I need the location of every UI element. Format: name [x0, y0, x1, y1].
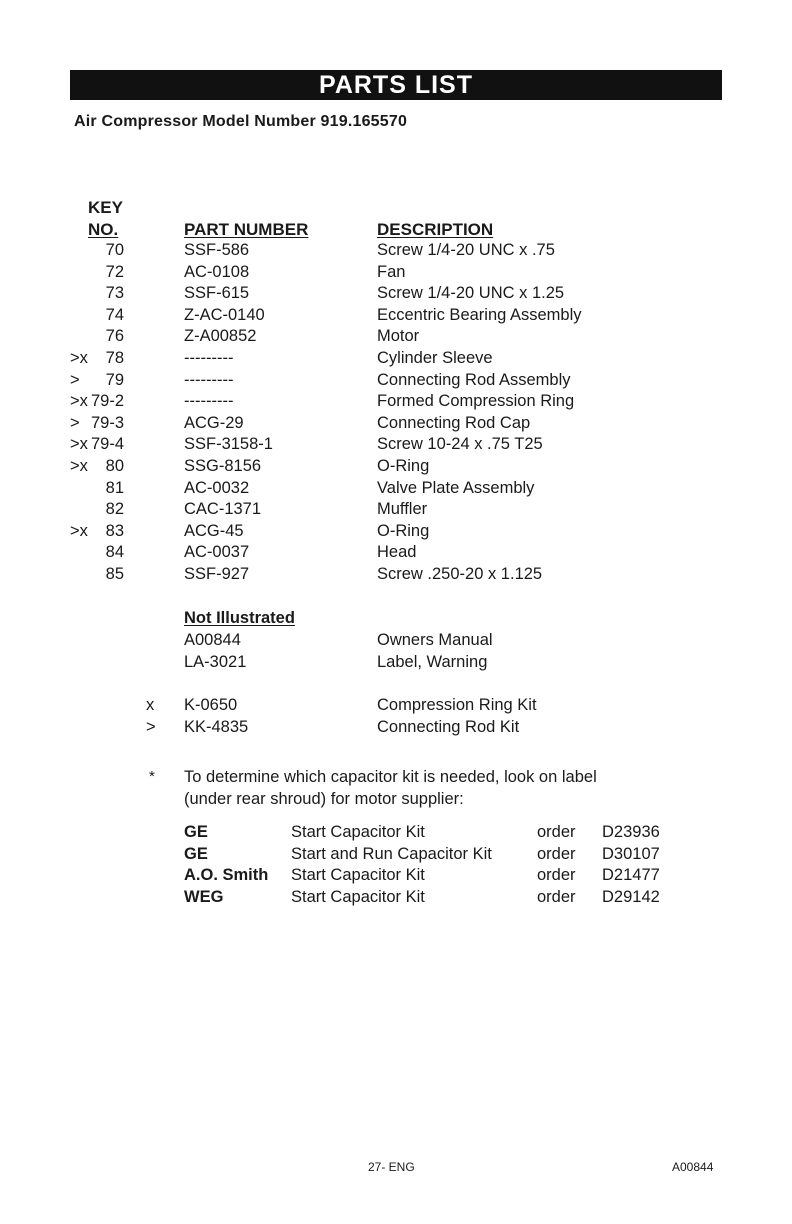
motor-supplier: GE [184, 823, 208, 841]
table-row [0, 434, 792, 456]
order-part-number: D29142 [602, 887, 660, 906]
part-description: Connecting Rod Cap [377, 413, 531, 432]
part-number-header: PART NUMBER [184, 220, 309, 239]
table-row [0, 305, 792, 327]
table-row [0, 283, 792, 305]
part-description: Compression Ring Kit [377, 696, 537, 714]
parts-list-banner: PARTS LIST [70, 70, 722, 100]
order-part-number: D21477 [602, 866, 660, 885]
table-row [0, 456, 792, 478]
motor-supplier: WEG [184, 887, 224, 906]
part-number: K-0650 [184, 696, 238, 714]
part-number: AC-0032 [184, 478, 250, 497]
capacitor-kit: Start Capacitor Kit [291, 866, 425, 885]
table-row [0, 865, 792, 887]
key-prefix: >x [70, 392, 88, 411]
part-description: O-Ring [377, 456, 430, 475]
part-description: Owners Manual [377, 631, 493, 649]
table-row [0, 478, 792, 500]
key-number: 82 [105, 500, 124, 519]
part-description: Formed Compression Ring [377, 392, 575, 411]
table-row [0, 844, 792, 866]
order-label: order [537, 887, 576, 906]
part-description: Screw .250-20 x 1.125 [377, 564, 543, 583]
table-row [0, 542, 792, 564]
key-prefix: > [70, 413, 80, 432]
table-row [0, 499, 792, 521]
capacitor-kit: Start and Run Capacitor Kit [291, 844, 492, 863]
table-row [0, 887, 792, 909]
part-number: A00844 [184, 631, 241, 649]
key-prefix: >x [70, 521, 88, 540]
key-prefix: >x [70, 348, 88, 367]
part-number: ACG-29 [184, 413, 244, 432]
table-row [0, 370, 792, 392]
list-item [0, 695, 792, 717]
part-description: Screw 10-24 x .75 T25 [377, 435, 543, 454]
part-number: AC-0037 [184, 543, 250, 562]
part-number: KK-4835 [184, 717, 249, 736]
table-row [0, 413, 792, 435]
not-illustrated-list [0, 630, 792, 673]
key-number: 74 [105, 305, 124, 324]
kit-symbol: > [146, 717, 156, 736]
note-line: To determine which capacitor kit is needed, look on label [184, 768, 597, 786]
part-number: --------- [184, 370, 234, 389]
motor-supplier: A.O. Smith [184, 866, 269, 885]
part-number: Z-AC-0140 [184, 305, 265, 324]
part-description: Motor [377, 327, 420, 346]
key-prefix: >x [70, 456, 88, 475]
order-label: order [537, 823, 576, 841]
part-number: AC-0108 [184, 262, 250, 281]
capacitor-table [0, 822, 792, 908]
part-description: Eccentric Bearing Assembly [377, 305, 582, 324]
description-header: DESCRIPTION [377, 220, 494, 239]
key-number: 80 [105, 456, 124, 475]
part-description: Fan [377, 262, 406, 281]
key-number: 79-3 [90, 413, 124, 432]
part-number: --------- [184, 348, 234, 367]
part-number: SSG-8156 [184, 456, 262, 475]
key-number: 72 [105, 262, 124, 281]
key-prefix: >x [70, 435, 88, 454]
part-number: SSF-615 [184, 284, 250, 303]
table-row [0, 262, 792, 284]
key-number: 78 [105, 348, 124, 367]
key-header-line1: KEY [88, 198, 123, 217]
part-description: Connecting Rod Assembly [377, 370, 571, 389]
table-row [0, 521, 792, 543]
table-row [0, 564, 792, 586]
key-number: 83 [105, 521, 124, 540]
part-description: Muffler [377, 500, 428, 519]
capacitor-note [184, 766, 684, 810]
key-header-line2: NO. [88, 220, 119, 239]
key-number: 76 [105, 327, 124, 346]
order-label: order [537, 866, 576, 885]
part-description: Screw 1/4-20 UNC x 1.25 [377, 284, 565, 303]
document-code: A00844 [672, 1160, 714, 1174]
part-number: CAC-1371 [184, 500, 262, 519]
key-number: 84 [105, 543, 124, 562]
kit-symbol: x [146, 696, 155, 714]
part-description: Label, Warning [377, 652, 488, 671]
kit-list [0, 695, 792, 738]
table-row [0, 348, 792, 370]
capacitor-kit: Start Capacitor Kit [291, 887, 425, 906]
table-row [0, 822, 792, 844]
part-description: Screw 1/4-20 UNC x .75 [377, 241, 555, 259]
part-description: Cylinder Sleeve [377, 348, 493, 367]
key-number: 70 [105, 241, 124, 259]
part-number: ACG-45 [184, 521, 244, 540]
part-number: SSF-927 [184, 564, 250, 583]
table-row [0, 240, 792, 262]
order-part-number: D30107 [602, 844, 660, 863]
key-prefix: > [70, 370, 80, 389]
capacitor-kit: Start Capacitor Kit [291, 823, 425, 841]
list-item [0, 717, 792, 739]
model-number-subtitle: Air Compressor Model Number 919.165570 [74, 113, 408, 130]
part-description: Connecting Rod Kit [377, 717, 520, 736]
table-row [0, 391, 792, 413]
part-number: LA-3021 [184, 652, 247, 671]
order-label: order [537, 844, 576, 863]
key-number: 79-2 [90, 392, 124, 411]
not-illustrated-heading: Not Illustrated [184, 609, 295, 627]
key-number: 85 [105, 564, 124, 583]
part-description: Head [377, 543, 417, 562]
part-number: SSF-3158-1 [184, 435, 273, 454]
note-asterisk: * [149, 768, 155, 785]
note-line: (under rear shroud) for motor supplier: [184, 790, 464, 808]
key-number: 73 [105, 284, 124, 303]
part-number: Z-A00852 [184, 327, 257, 346]
key-number: 79 [105, 370, 124, 389]
key-number: 79-4 [90, 435, 124, 454]
part-number: --------- [184, 392, 234, 411]
order-part-number: D23936 [602, 823, 660, 841]
part-description: O-Ring [377, 521, 430, 540]
table-row [0, 326, 792, 348]
page-number: 27- ENG [368, 1160, 415, 1174]
part-number: SSF-586 [184, 241, 250, 259]
parts-table [0, 240, 792, 586]
list-item [0, 630, 792, 652]
part-description: Valve Plate Assembly [377, 478, 535, 497]
key-number: 81 [105, 478, 124, 497]
list-item [0, 652, 792, 674]
motor-supplier: GE [184, 844, 208, 863]
